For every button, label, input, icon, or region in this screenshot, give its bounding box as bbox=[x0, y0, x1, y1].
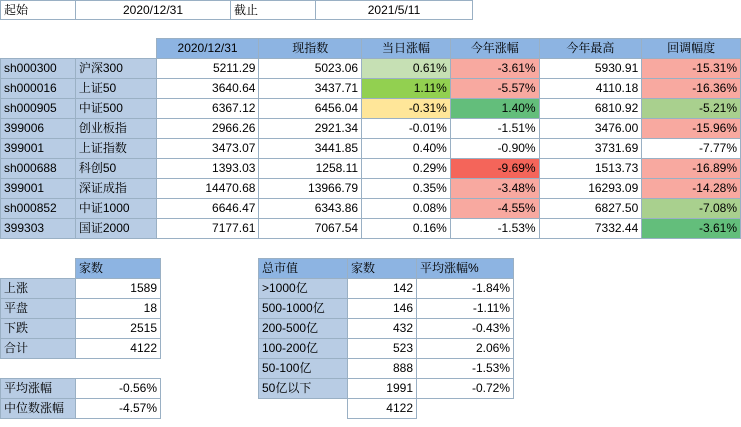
year-high: 16293.09 bbox=[539, 179, 642, 199]
base-value: 5211.29 bbox=[156, 59, 259, 79]
col-drawdown: 回调幅度 bbox=[642, 39, 741, 59]
base-value: 3473.07 bbox=[156, 139, 259, 159]
drawdown: -7.08% bbox=[642, 199, 741, 219]
table-row bbox=[1, 319, 161, 339]
marketcap-body bbox=[259, 279, 514, 419]
index-code: sh000016 bbox=[1, 79, 76, 99]
index-code: sh000905 bbox=[1, 99, 76, 119]
current-value: 1258.11 bbox=[259, 159, 362, 179]
base-value: 1393.03 bbox=[156, 159, 259, 179]
drawdown: -15.96% bbox=[642, 119, 741, 139]
table-row bbox=[1, 99, 741, 119]
end-label: 截止 bbox=[231, 1, 316, 20]
col-market-cap: 总市值 bbox=[259, 259, 348, 279]
index-name: 沪深300 bbox=[75, 59, 156, 79]
breadth-label: 合计 bbox=[1, 339, 76, 359]
index-name: 国证2000 bbox=[75, 219, 156, 239]
ytd-change: -4.55% bbox=[450, 199, 539, 219]
current-value: 2921.34 bbox=[259, 119, 362, 139]
breadth-table bbox=[0, 258, 161, 419]
start-label: 起始 bbox=[1, 1, 76, 20]
period-row bbox=[1, 1, 473, 20]
breadth-value: 1589 bbox=[76, 279, 161, 299]
current-value: 7067.54 bbox=[259, 219, 362, 239]
col-code bbox=[1, 39, 76, 59]
avg-change: -0.43% bbox=[417, 319, 514, 339]
breadth-value: 2515 bbox=[76, 319, 161, 339]
base-value: 14470.68 bbox=[156, 179, 259, 199]
ytd-change: -1.53% bbox=[450, 219, 539, 239]
base-value: 3640.64 bbox=[156, 79, 259, 99]
current-value: 3437.71 bbox=[259, 79, 362, 99]
index-name: 深证成指 bbox=[75, 179, 156, 199]
day-change: 0.40% bbox=[362, 139, 451, 159]
ytd-change: -3.61% bbox=[450, 59, 539, 79]
breadth-label: 上涨 bbox=[1, 279, 76, 299]
market-cap-bucket: 100-200亿 bbox=[259, 339, 348, 359]
summary-label: 平均涨幅 bbox=[1, 379, 76, 399]
base-value: 6367.12 bbox=[156, 99, 259, 119]
base-value: 6646.47 bbox=[156, 199, 259, 219]
avg-change: -0.72% bbox=[417, 379, 514, 399]
day-change: 1.11% bbox=[362, 79, 451, 99]
company-count: 4122 bbox=[348, 399, 417, 419]
index-code: 399006 bbox=[1, 119, 76, 139]
col-avg-change: 平均涨幅% bbox=[417, 259, 514, 279]
day-change: -0.01% bbox=[362, 119, 451, 139]
breadth-value: 4122 bbox=[76, 339, 161, 359]
table-row bbox=[259, 339, 514, 359]
company-count: 888 bbox=[348, 359, 417, 379]
year-high: 1513.73 bbox=[539, 159, 642, 179]
start-value[interactable]: 2020/12/31 bbox=[76, 1, 231, 20]
avg-change: 2.06% bbox=[417, 339, 514, 359]
index-code: 399001 bbox=[1, 179, 76, 199]
base-value: 2966.26 bbox=[156, 119, 259, 139]
table-row bbox=[1, 299, 161, 319]
breadth-label: 下跌 bbox=[1, 319, 76, 339]
current-value: 5023.06 bbox=[259, 59, 362, 79]
drawdown: -5.21% bbox=[642, 99, 741, 119]
base-value: 7177.61 bbox=[156, 219, 259, 239]
summary-value: -4.57% bbox=[76, 399, 161, 419]
index-name: 科创50 bbox=[75, 159, 156, 179]
summary-label: 中位数涨幅 bbox=[1, 399, 76, 419]
drawdown: -7.77% bbox=[642, 139, 741, 159]
col-year-high: 今年最高 bbox=[539, 39, 642, 59]
index-code: sh000688 bbox=[1, 159, 76, 179]
col-day-change: 当日涨幅 bbox=[362, 39, 451, 59]
col-name bbox=[75, 39, 156, 59]
company-count: 142 bbox=[348, 279, 417, 299]
table-row bbox=[1, 379, 161, 399]
market-cap-bucket: 500-1000亿 bbox=[259, 299, 348, 319]
table-row bbox=[1, 119, 741, 139]
table-row bbox=[259, 379, 514, 399]
avg-change: -1.53% bbox=[417, 359, 514, 379]
table-row bbox=[1, 79, 741, 99]
table-row bbox=[1, 159, 741, 179]
market-cap-bucket: 200-500亿 bbox=[259, 319, 348, 339]
day-change: 0.29% bbox=[362, 159, 451, 179]
index-code: 399001 bbox=[1, 139, 76, 159]
breadth-value: 18 bbox=[76, 299, 161, 319]
index-table-body bbox=[1, 59, 741, 239]
index-table bbox=[0, 38, 741, 239]
year-high: 7332.44 bbox=[539, 219, 642, 239]
day-change: 0.61% bbox=[362, 59, 451, 79]
table-row bbox=[1, 399, 161, 419]
index-name: 中证1000 bbox=[75, 199, 156, 219]
col-current: 现指数 bbox=[259, 39, 362, 59]
day-change: 0.35% bbox=[362, 179, 451, 199]
ytd-change: -9.69% bbox=[450, 159, 539, 179]
index-code: sh000300 bbox=[1, 59, 76, 79]
current-value: 6456.04 bbox=[259, 99, 362, 119]
col-company-count: 家数 bbox=[348, 259, 417, 279]
breadth-label: 平盘 bbox=[1, 299, 76, 319]
current-value: 13966.79 bbox=[259, 179, 362, 199]
period-header bbox=[0, 0, 473, 20]
breadth-body bbox=[1, 279, 161, 419]
table-row bbox=[1, 59, 741, 79]
index-name: 创业板指 bbox=[75, 119, 156, 139]
col-base-date: 2020/12/31 bbox=[156, 39, 259, 59]
drawdown: -14.28% bbox=[642, 179, 741, 199]
year-high: 3731.69 bbox=[539, 139, 642, 159]
table-row bbox=[259, 319, 514, 339]
company-count: 432 bbox=[348, 319, 417, 339]
ytd-change: -3.48% bbox=[450, 179, 539, 199]
table-row bbox=[259, 359, 514, 379]
year-high: 4110.18 bbox=[539, 79, 642, 99]
table-row bbox=[1, 139, 741, 159]
avg-change: -1.84% bbox=[417, 279, 514, 299]
ytd-change: -1.51% bbox=[450, 119, 539, 139]
market-cap-bucket: 50-100亿 bbox=[259, 359, 348, 379]
index-name: 中证500 bbox=[75, 99, 156, 119]
market-cap-bucket: >1000亿 bbox=[259, 279, 348, 299]
table-row bbox=[1, 339, 161, 359]
table-row bbox=[1, 219, 741, 239]
index-code: 399303 bbox=[1, 219, 76, 239]
breadth-count-header: 家数 bbox=[76, 259, 161, 279]
table-row bbox=[259, 399, 514, 419]
table-row bbox=[259, 299, 514, 319]
avg-change: -1.11% bbox=[417, 299, 514, 319]
company-count: 146 bbox=[348, 299, 417, 319]
table-row bbox=[259, 279, 514, 299]
table-row bbox=[1, 179, 741, 199]
marketcap-table bbox=[258, 258, 514, 419]
index-name: 上证指数 bbox=[75, 139, 156, 159]
spacer-row bbox=[1, 359, 161, 379]
ytd-change: -0.90% bbox=[450, 139, 539, 159]
year-high: 5930.91 bbox=[539, 59, 642, 79]
index-code: sh000852 bbox=[1, 199, 76, 219]
ytd-change: 1.40% bbox=[450, 99, 539, 119]
breadth-header-row bbox=[1, 259, 161, 279]
company-count: 523 bbox=[348, 339, 417, 359]
year-high: 6810.92 bbox=[539, 99, 642, 119]
table-row bbox=[1, 199, 741, 219]
end-value[interactable]: 2021/5/11 bbox=[316, 1, 473, 20]
day-change: 0.08% bbox=[362, 199, 451, 219]
ytd-change: -5.57% bbox=[450, 79, 539, 99]
table-row bbox=[1, 279, 161, 299]
drawdown: -16.36% bbox=[642, 79, 741, 99]
index-name: 上证50 bbox=[75, 79, 156, 99]
drawdown: -3.61% bbox=[642, 219, 741, 239]
year-high: 3476.00 bbox=[539, 119, 642, 139]
current-value: 3441.85 bbox=[259, 139, 362, 159]
summary-value: -0.56% bbox=[76, 379, 161, 399]
year-high: 6827.50 bbox=[539, 199, 642, 219]
index-table-header bbox=[1, 39, 741, 59]
company-count: 1991 bbox=[348, 379, 417, 399]
marketcap-header-row bbox=[259, 259, 514, 279]
col-ytd-change: 今年涨幅 bbox=[450, 39, 539, 59]
current-value: 6343.86 bbox=[259, 199, 362, 219]
day-change: -0.31% bbox=[362, 99, 451, 119]
drawdown: -15.31% bbox=[642, 59, 741, 79]
drawdown: -16.89% bbox=[642, 159, 741, 179]
market-cap-bucket: 50亿以下 bbox=[259, 379, 348, 399]
day-change: 0.16% bbox=[362, 219, 451, 239]
